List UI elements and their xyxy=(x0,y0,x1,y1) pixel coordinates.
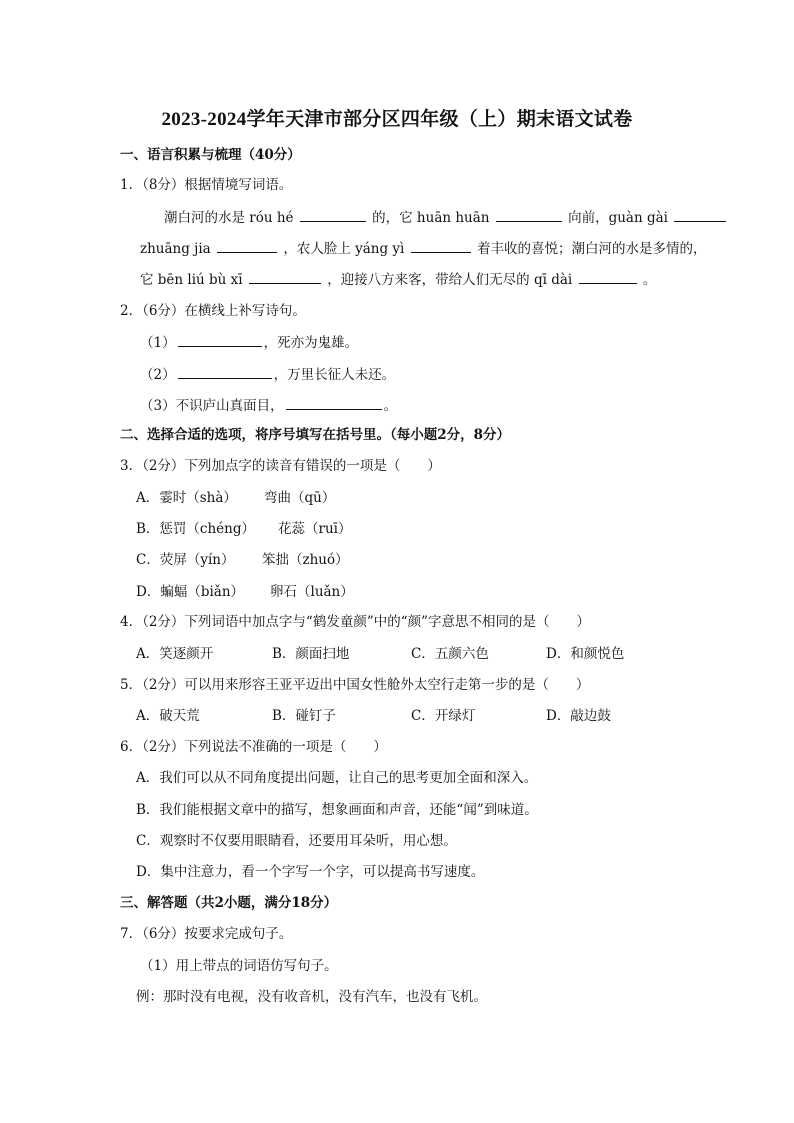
q1-text: 的，它 huān huān xyxy=(372,210,490,226)
q1-text: 向前，guàn gài xyxy=(568,210,668,226)
answer-blank[interactable] xyxy=(178,364,272,379)
question-2-sub-1 xyxy=(140,332,358,353)
question-2-stem: 2．（6分）在横线上补写诗句。 xyxy=(120,303,306,319)
q5-option-a[interactable]: A．破天荒 xyxy=(136,708,200,724)
question-6-stem: 6．（2分）下列说法不准确的一项是（ ） xyxy=(120,739,387,755)
question-4-stem: 4．（2分）下列词语中加点字与“鹤发童颜”中的“颜”字意思不相同的是（ ） xyxy=(120,614,591,630)
q3-option-a-2: 弯曲（qū） xyxy=(264,490,336,506)
q3-option-b-1[interactable]: B．惩罚（chéng） xyxy=(136,521,256,537)
q5-option-b[interactable]: B．碰钉子 xyxy=(272,708,336,724)
answer-blank[interactable] xyxy=(178,332,262,347)
q1-text: 着丰收的喜悦；潮白河的水是多情的， xyxy=(476,241,707,257)
question-1-line-2 xyxy=(140,238,706,259)
answer-blank[interactable] xyxy=(579,269,637,284)
q1-text: 它 bēn liú bù xī xyxy=(140,272,243,288)
answer-blank[interactable] xyxy=(286,395,382,410)
section-heading-2: 二、选择合适的选项，将序号填写在括号里。（每小题2分，8分） xyxy=(120,427,511,443)
q3-option-b-2: 花蕊（ruī） xyxy=(278,521,352,537)
question-7-stem: 7．（6分）按要求完成句子。 xyxy=(120,926,293,942)
question-1-line-3 xyxy=(140,269,656,290)
question-3-stem: 3．（2分）下列加点字的读音有错误的一项是（ ） xyxy=(120,458,441,474)
answer-blank[interactable] xyxy=(496,207,562,222)
question-1-line-1 xyxy=(164,207,728,228)
q6-option-a[interactable]: A．我们可以从不同角度提出问题，让自己的思考更加全面和深入。 xyxy=(136,770,538,786)
q1-text: ，迎接八方来客，带给人们无尽的 qī dài xyxy=(327,272,573,288)
sub-number: （1） xyxy=(140,335,176,351)
q5-option-d[interactable]: D．敲边鼓 xyxy=(546,708,611,724)
poem-text: ，死亦为鬼雄。 xyxy=(263,335,359,351)
question-7-sub-1: （1）用上带点的词语仿写句子。 xyxy=(140,958,338,974)
q1-text: 潮白河的水是 róu hé xyxy=(164,210,294,226)
section-heading-1: 一、语言积累与梳理（40分） xyxy=(120,147,301,163)
q3-option-c-2: 笨拙（zhuó） xyxy=(262,552,349,568)
question-2-sub-2 xyxy=(140,364,395,385)
question-2-sub-3 xyxy=(140,395,397,416)
q3-option-d-1[interactable]: D．蝙蝠（biǎn） xyxy=(136,584,245,600)
q4-option-a[interactable]: A．笑逐颜开 xyxy=(136,646,214,662)
q3-option-d-2: 卵石（luǎn） xyxy=(270,584,354,600)
poem-text: 。 xyxy=(383,398,398,414)
answer-blank[interactable] xyxy=(674,207,726,222)
q6-option-b[interactable]: B．我们能根据文章中的描写，想象画面和声音，还能“闻”到味道。 xyxy=(136,802,538,818)
q3-option-c-1[interactable]: C．荧屏（yín） xyxy=(136,552,235,568)
answer-blank[interactable] xyxy=(300,207,366,222)
question-1-stem: 1．（8分）根据情境写词语。 xyxy=(120,177,293,193)
answer-blank[interactable] xyxy=(249,269,321,284)
answer-blank[interactable] xyxy=(217,238,277,253)
poem-text: ，万里长征人未还。 xyxy=(273,367,396,383)
question-7-example: 例：那时没有电视，没有收音机，没有汽车，也没有飞机。 xyxy=(136,989,487,1005)
q3-option-a-1[interactable]: A．霎时（shà） xyxy=(136,490,237,506)
q1-text: ，农人脸上 yáng yì xyxy=(283,241,405,257)
q4-option-b[interactable]: B．颜面扫地 xyxy=(272,646,350,662)
q4-option-d[interactable]: D．和颜悦色 xyxy=(546,646,625,662)
question-5-stem: 5．（2分）可以用来形容王亚平迈出中国女性舱外太空行走第一步的是（ ） xyxy=(120,677,590,693)
answer-blank[interactable] xyxy=(411,238,471,253)
q6-option-d[interactable]: D．集中注意力，看一个字写一个字，可以提高书写速度。 xyxy=(136,864,485,880)
page-title: 2023-2024学年天津市部分区四年级（上）期末语文试卷 xyxy=(161,109,633,130)
q6-option-c[interactable]: C．观察时不仅要用眼睛看，还要用耳朵听，用心想。 xyxy=(136,833,457,849)
q5-option-c[interactable]: C．开绿灯 xyxy=(411,708,476,724)
q4-option-c[interactable]: C．五颜六色 xyxy=(411,646,489,662)
section-heading-3: 三、解答题（共2小题，满分18分） xyxy=(120,895,338,911)
q1-text: zhuāng jia xyxy=(140,241,211,257)
q1-text: 。 xyxy=(642,272,657,288)
poem-text: （3）不识庐山真面目， xyxy=(140,398,284,414)
sub-number: （2） xyxy=(140,367,176,383)
